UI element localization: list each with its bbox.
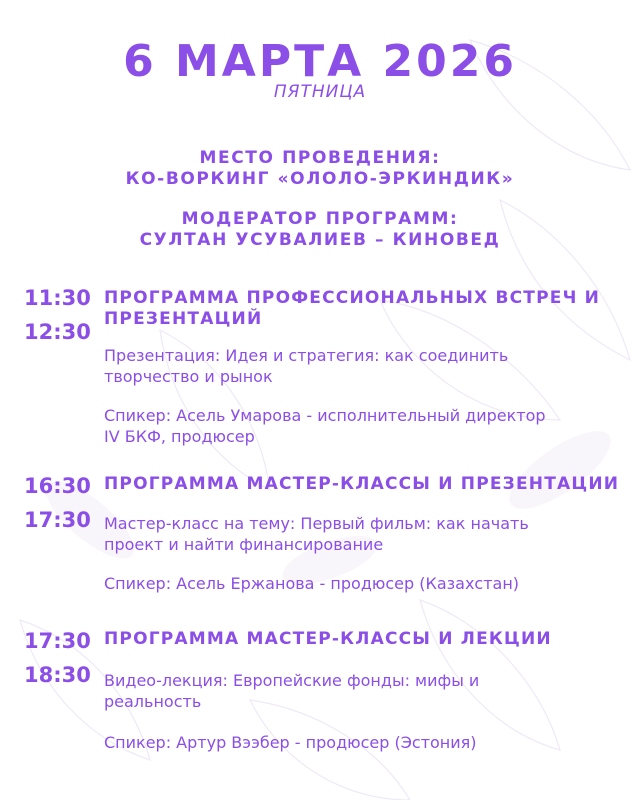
- moderator-value: СУЛТАН УСУВАЛИЕВ – КИНОВЕД: [139, 230, 501, 250]
- event-description: Презентация: Идея и стратегия: как соединить творчество и рынок: [104, 346, 509, 386]
- event-description: Видео-лекция: Европейские фонды: мифы и реальность: [104, 671, 480, 711]
- event-description: Мастер-класс на тему: Первый фильм: как начать проект и найти финансирование: [104, 514, 529, 554]
- event-speaker: Спикер: Артур Вээбер - продюсер (Эстония): [104, 733, 477, 752]
- event-speaker: Спикер: Асель Умарова - исполнительный директор IV БКФ, продюсер: [104, 406, 546, 446]
- event-title: ПРОГРАММА МАСТЕР-КЛАССЫ И ПРЕЗЕНТАЦИИ: [104, 474, 620, 494]
- start-time: 17:30: [24, 629, 91, 653]
- end-time: 17:30: [24, 508, 91, 532]
- event-title: ПРОГРАММА МАСТЕР-КЛАССЫ И ЛЕКЦИИ: [104, 629, 552, 649]
- moderator-label: МОДЕРАТОР ПРОГРАММ:: [181, 209, 459, 229]
- event-weekday: ПЯТНИЦА: [273, 82, 367, 102]
- end-time: 18:30: [24, 663, 91, 687]
- venue-value: КО-ВОРКИНГ «ОЛОЛО-ЭРКИНДИК»: [125, 169, 515, 189]
- venue-block: [0, 148, 640, 251]
- start-time: 11:30: [24, 286, 91, 310]
- end-time: 12:30: [24, 320, 91, 344]
- event-date: 6 МАРТА 2026: [123, 36, 517, 87]
- venue-label: МЕСТО ПРОВЕДЕНИЯ:: [199, 148, 441, 168]
- event-title: ПРОГРАММА ПРОФЕССИОНАЛЬНЫХ ВСТРЕЧ И ПРЕЗЕНТАЦИЙ: [104, 288, 601, 329]
- event-speaker: Спикер: Асель Ержанова - продюсер (Казахстан): [104, 574, 520, 593]
- start-time: 16:30: [24, 474, 91, 498]
